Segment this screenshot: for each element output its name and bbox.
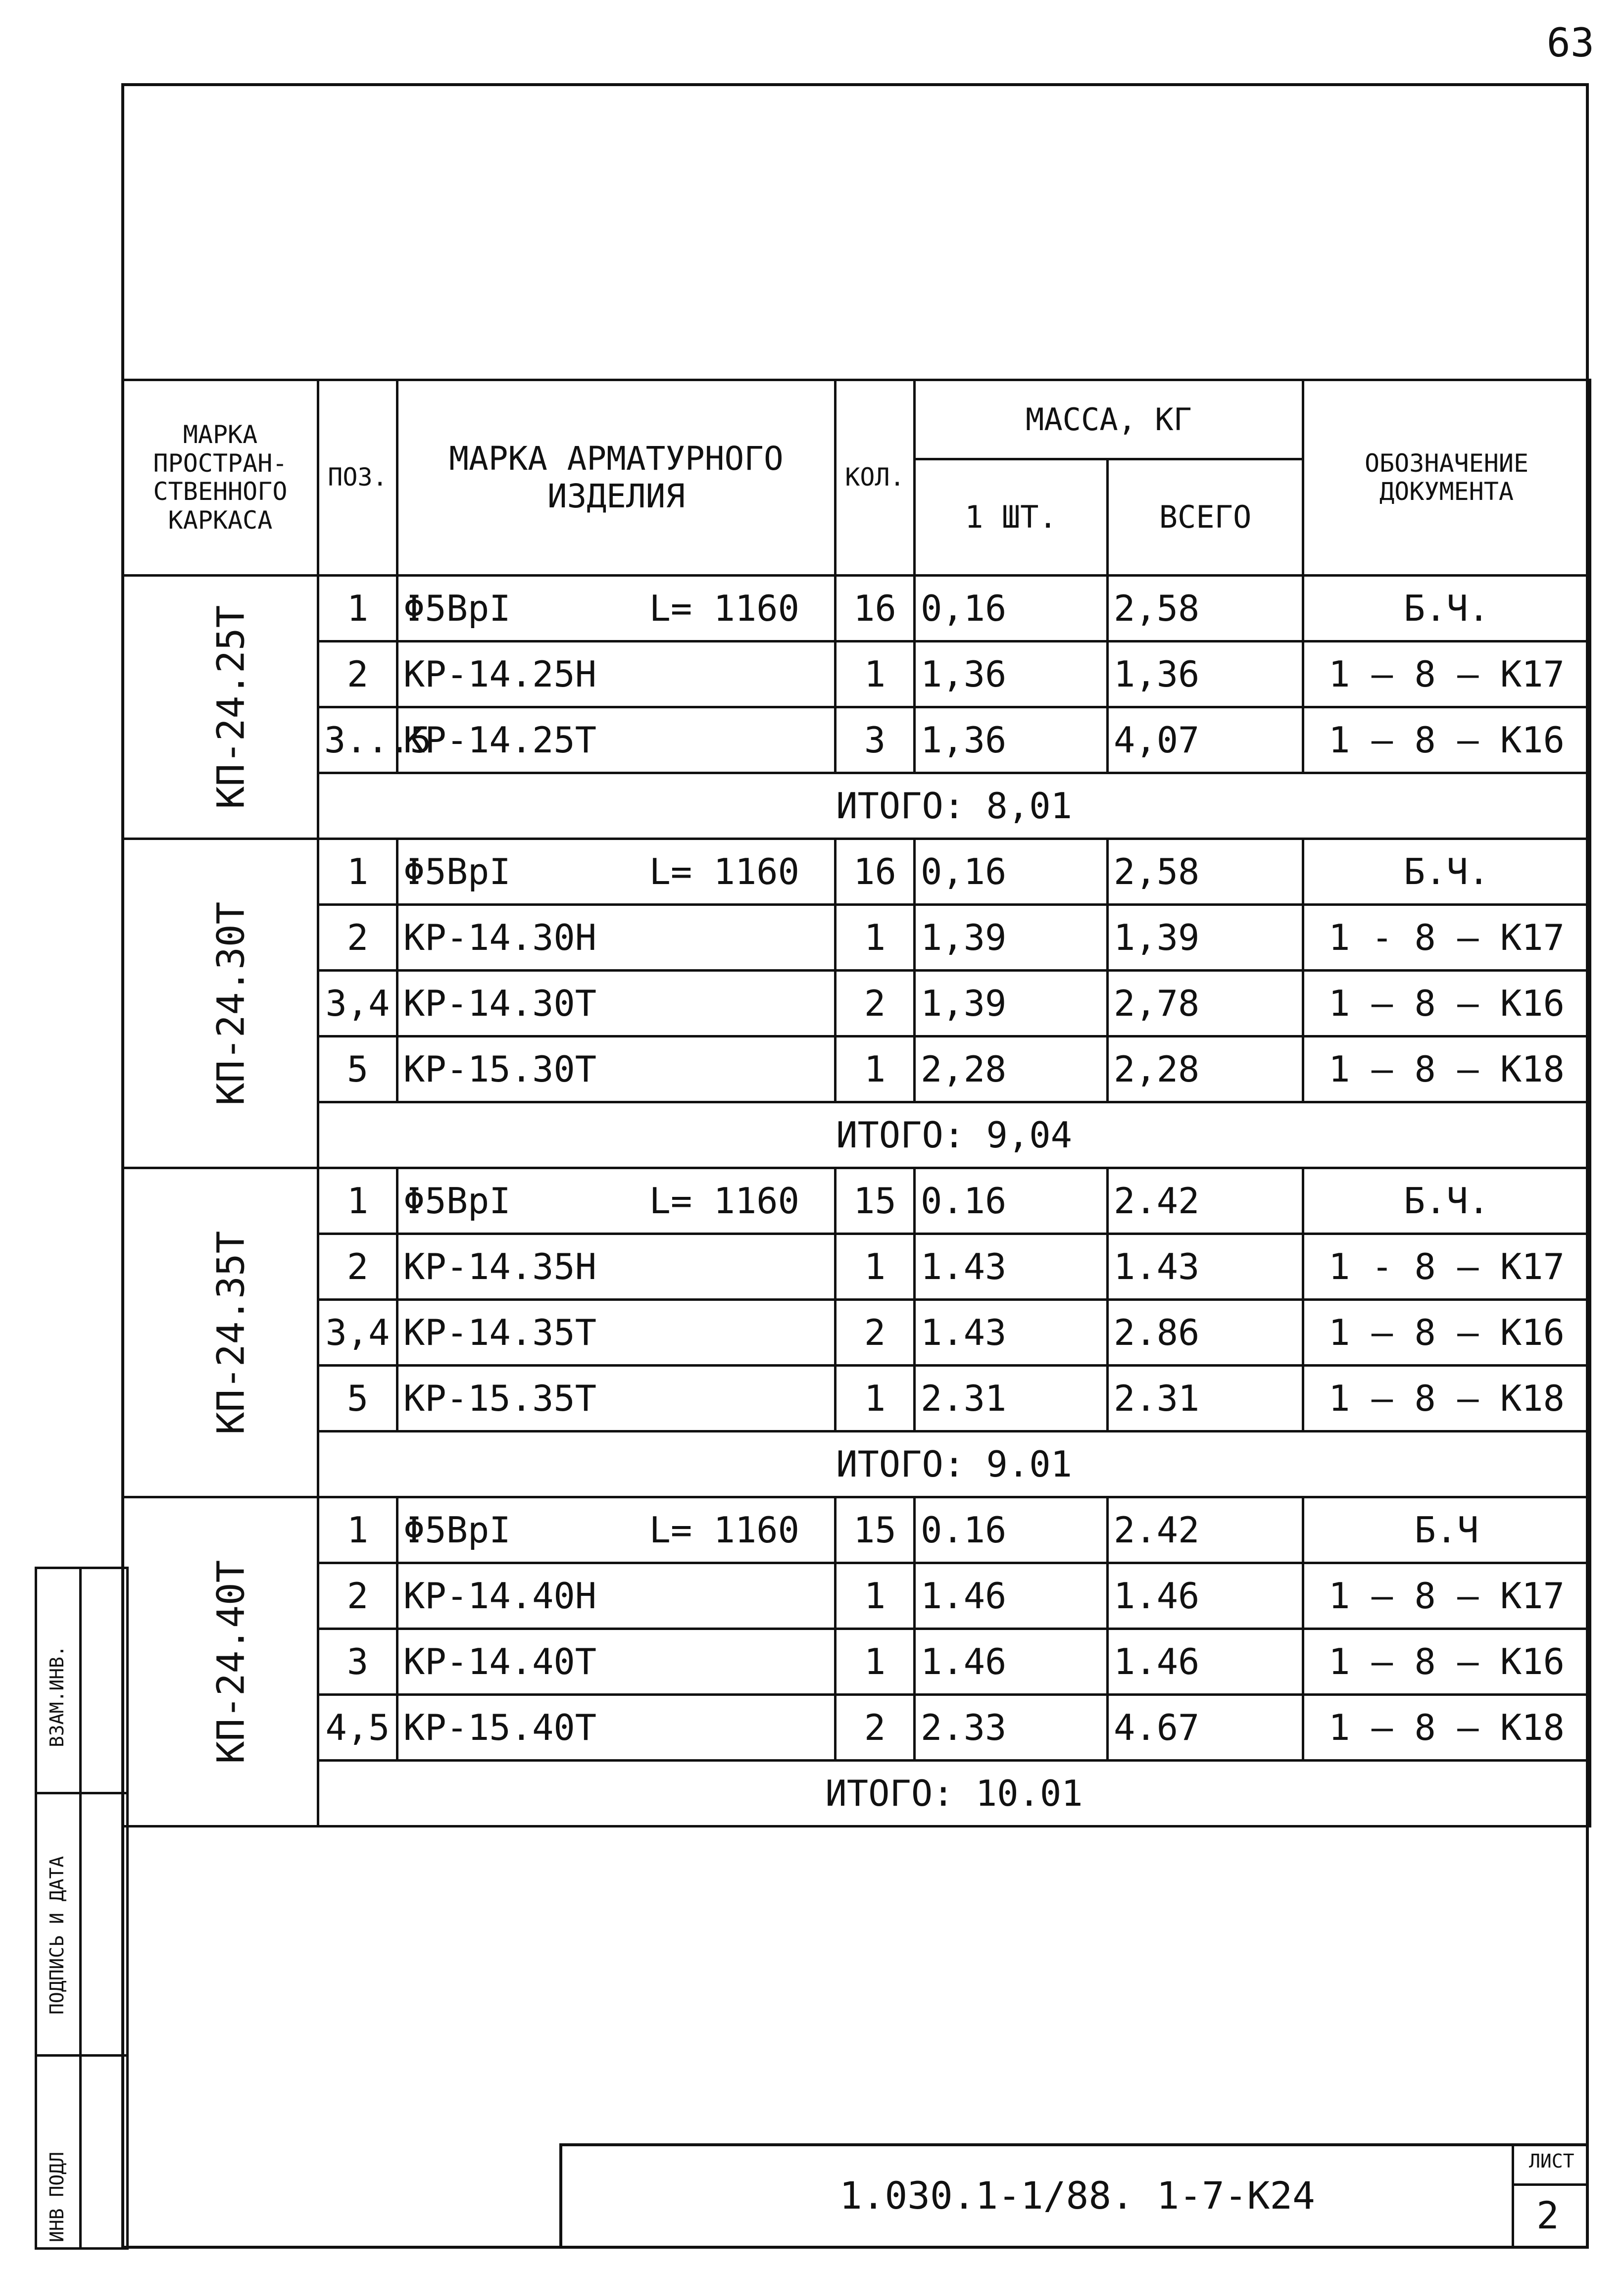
item-mark-cell bbox=[397, 576, 836, 642]
table-row bbox=[123, 1366, 1590, 1432]
item-mark-cell bbox=[397, 707, 836, 773]
position-cell: 4,5 bbox=[318, 1695, 397, 1761]
item-mark: КР-14.25Т bbox=[403, 719, 597, 761]
quantity-cell: 1 bbox=[836, 642, 915, 707]
item-mark: Φ5ВрI bbox=[403, 1509, 511, 1551]
position-cell: 1 bbox=[318, 576, 397, 642]
document-cell: Б.Ч. bbox=[1303, 576, 1590, 642]
document-cell: 1 — 8 — К16 bbox=[1303, 971, 1590, 1037]
position-cell: 1 bbox=[318, 1497, 397, 1563]
table-row bbox=[123, 1695, 1590, 1761]
position-cell: 2 bbox=[318, 1234, 397, 1300]
item-mark-wrap bbox=[403, 719, 829, 761]
mass-unit-cell: 0.16 bbox=[915, 1168, 1108, 1234]
mass-total-cell: 1,36 bbox=[1108, 642, 1303, 707]
item-mark: КР-14.30Н bbox=[403, 917, 597, 958]
header-massa: МАССА, КГ bbox=[915, 380, 1303, 459]
document-code: 1.030.1-1/88. 1-7-К24 bbox=[839, 2173, 1315, 2218]
position-cell: 2 bbox=[318, 1563, 397, 1629]
mass-total-cell: 2,28 bbox=[1108, 1037, 1303, 1102]
header-kol: КОЛ. bbox=[836, 380, 915, 576]
item-mark: КР-15.35Т bbox=[403, 1378, 597, 1419]
table-row bbox=[123, 1234, 1590, 1300]
specification-table bbox=[121, 379, 1591, 1827]
item-mark-cell bbox=[397, 1497, 836, 1563]
header-marka-izdeliya: МАРКА АРМАТУРНОГО ИЗДЕЛИЯ bbox=[397, 380, 836, 576]
position-cell: 3...5 bbox=[318, 707, 397, 773]
table-row bbox=[123, 1300, 1590, 1366]
mass-unit-cell: 2,28 bbox=[915, 1037, 1108, 1102]
table-row bbox=[123, 1497, 1590, 1563]
quantity-cell: 1 bbox=[836, 1563, 915, 1629]
item-mark-wrap bbox=[403, 1509, 829, 1551]
item-mark-wrap bbox=[403, 1575, 829, 1617]
total-cell: ИТОГО: 9,04 bbox=[318, 1102, 1590, 1168]
side-label-vzam-inv: ВЗАМ.ИНВ. bbox=[46, 1645, 68, 1747]
mass-total-cell: 4.67 bbox=[1108, 1695, 1303, 1761]
header-poz: ПОЗ. bbox=[318, 380, 397, 576]
table-row bbox=[123, 1168, 1590, 1234]
quantity-cell: 2 bbox=[836, 971, 915, 1037]
document-cell: 1 — 8 — К18 bbox=[1303, 1695, 1590, 1761]
item-mark: Φ5ВрI bbox=[403, 851, 511, 892]
item-mark: КР-14.35Т bbox=[403, 1312, 597, 1353]
item-mark: КР-14.40Н bbox=[403, 1575, 597, 1617]
mass-total-cell: 2,78 bbox=[1108, 971, 1303, 1037]
total-cell: ИТОГО: 10.01 bbox=[318, 1761, 1590, 1827]
quantity-cell: 1 bbox=[836, 1366, 915, 1432]
frame-mark: КП-24.25Т bbox=[208, 605, 253, 809]
mass-unit-cell: 2.33 bbox=[915, 1695, 1108, 1761]
mass-unit-cell: 1,39 bbox=[915, 971, 1108, 1037]
total-row bbox=[123, 1102, 1590, 1168]
table-row bbox=[123, 971, 1590, 1037]
item-mark-wrap bbox=[403, 1048, 829, 1090]
quantity-cell: 15 bbox=[836, 1497, 915, 1563]
header-vsego: ВСЕГО bbox=[1108, 459, 1303, 576]
document-cell: 1 — 8 — К18 bbox=[1303, 1037, 1590, 1102]
mass-total-cell: 2.42 bbox=[1108, 1168, 1303, 1234]
mass-unit-cell: 1.43 bbox=[915, 1234, 1108, 1300]
item-mark-cell bbox=[397, 642, 836, 707]
title-block bbox=[559, 2143, 1589, 2249]
quantity-cell: 1 bbox=[836, 1234, 915, 1300]
frame-mark: КП-24.40Т bbox=[208, 1560, 253, 1764]
item-mark-wrap bbox=[403, 588, 829, 629]
table-row bbox=[123, 642, 1590, 707]
position-cell: 3,4 bbox=[318, 971, 397, 1037]
item-mark: КР-14.30Т bbox=[403, 983, 597, 1024]
item-length: L= 1160 bbox=[649, 851, 799, 892]
position-cell: 2 bbox=[318, 642, 397, 707]
mass-total-cell: 1.46 bbox=[1108, 1629, 1303, 1695]
mass-total-cell: 4,07 bbox=[1108, 707, 1303, 773]
document-cell: 1 — 8 — К17 bbox=[1303, 642, 1590, 707]
frame-mark-cell bbox=[123, 576, 318, 839]
mass-total-cell: 1.43 bbox=[1108, 1234, 1303, 1300]
side-label-inv-podl: ИНВ ПОДЛ bbox=[46, 2151, 68, 2242]
quantity-cell: 15 bbox=[836, 1168, 915, 1234]
table-row bbox=[123, 839, 1590, 905]
quantity-cell: 2 bbox=[836, 1695, 915, 1761]
item-mark-wrap bbox=[403, 1641, 829, 1682]
mass-total-cell: 2.31 bbox=[1108, 1366, 1303, 1432]
frame-mark: КП-24.35Т bbox=[208, 1231, 253, 1434]
table-row bbox=[123, 576, 1590, 642]
frame-mark-cell bbox=[123, 1168, 318, 1497]
header-marka-karkasa: МАРКА ПРОСТРАН-СТВЕННОГО КАРКАСА bbox=[123, 380, 318, 576]
item-mark: Φ5ВрI bbox=[403, 588, 511, 629]
item-mark-cell bbox=[397, 1366, 836, 1432]
frame-mark: КП-24.30Т bbox=[208, 901, 253, 1105]
item-length: L= 1160 bbox=[649, 588, 799, 629]
position-cell: 1 bbox=[318, 1168, 397, 1234]
item-mark-cell bbox=[397, 1037, 836, 1102]
item-mark-wrap bbox=[403, 1378, 829, 1419]
mass-unit-cell: 1.46 bbox=[915, 1629, 1108, 1695]
document-cell: 1 — 8 — К16 bbox=[1303, 1300, 1590, 1366]
mass-unit-cell: 1.46 bbox=[915, 1563, 1108, 1629]
item-length: L= 1160 bbox=[649, 1509, 799, 1551]
item-mark: КР-14.35Н bbox=[403, 1246, 597, 1287]
document-cell: 1 — 8 — К16 bbox=[1303, 1629, 1590, 1695]
document-cell: 1 — 8 — К16 bbox=[1303, 707, 1590, 773]
quantity-cell: 1 bbox=[836, 905, 915, 971]
sheet-cell bbox=[1512, 2146, 1586, 2246]
document-cell: 1 - 8 — К17 bbox=[1303, 905, 1590, 971]
item-mark-cell bbox=[397, 1168, 836, 1234]
page-number: 63 bbox=[1546, 20, 1594, 66]
mass-unit-cell: 0,16 bbox=[915, 576, 1108, 642]
header-1-sht: 1 ШТ. bbox=[915, 459, 1108, 576]
mass-unit-cell: 1,36 bbox=[915, 642, 1108, 707]
frame-mark-cell bbox=[123, 1497, 318, 1827]
item-mark-wrap bbox=[403, 1312, 829, 1353]
item-mark-wrap bbox=[403, 917, 829, 958]
table-row bbox=[123, 707, 1590, 773]
mass-total-cell: 2.42 bbox=[1108, 1497, 1303, 1563]
item-mark-wrap bbox=[403, 1246, 829, 1287]
item-mark: КР-14.40Т bbox=[403, 1641, 597, 1682]
position-cell: 5 bbox=[318, 1366, 397, 1432]
sheet-divider bbox=[1514, 2183, 1586, 2186]
total-row bbox=[123, 1761, 1590, 1827]
quantity-cell: 3 bbox=[836, 707, 915, 773]
mass-unit-cell: 0.16 bbox=[915, 1497, 1108, 1563]
table-row bbox=[123, 1629, 1590, 1695]
mass-total-cell: 1,39 bbox=[1108, 905, 1303, 971]
quantity-cell: 2 bbox=[836, 1300, 915, 1366]
item-mark-wrap bbox=[403, 653, 829, 695]
mass-unit-cell: 1.43 bbox=[915, 1300, 1108, 1366]
position-cell: 5 bbox=[318, 1037, 397, 1102]
mass-unit-cell: 2.31 bbox=[915, 1366, 1108, 1432]
side-stamp-line bbox=[37, 1792, 126, 1794]
side-stamp-line bbox=[37, 2054, 126, 2057]
total-cell: ИТОГО: 9.01 bbox=[318, 1432, 1590, 1497]
header-oboznachenie: ОБОЗНАЧЕНИЕ ДОКУМЕНТА bbox=[1303, 380, 1590, 576]
document-cell: Б.Ч bbox=[1303, 1497, 1590, 1563]
mass-unit-cell: 0,16 bbox=[915, 839, 1108, 905]
item-mark-wrap bbox=[403, 1180, 829, 1222]
quantity-cell: 1 bbox=[836, 1629, 915, 1695]
item-mark-wrap bbox=[403, 983, 829, 1024]
item-mark-cell bbox=[397, 839, 836, 905]
sheet-label: ЛИСТ bbox=[1529, 2150, 1575, 2172]
item-mark-cell bbox=[397, 971, 836, 1037]
position-cell: 2 bbox=[318, 905, 397, 971]
item-mark-cell bbox=[397, 1300, 836, 1366]
mass-total-cell: 2,58 bbox=[1108, 576, 1303, 642]
document-cell: Б.Ч. bbox=[1303, 1168, 1590, 1234]
document-cell: 1 — 8 — К17 bbox=[1303, 1563, 1590, 1629]
side-stamp bbox=[35, 1567, 129, 2250]
document-cell: 1 - 8 — К17 bbox=[1303, 1234, 1590, 1300]
mass-total-cell: 2,58 bbox=[1108, 839, 1303, 905]
total-row bbox=[123, 773, 1590, 839]
item-mark-cell bbox=[397, 1563, 836, 1629]
side-label-podpis-data: ПОДПИСЬ И ДАТА bbox=[46, 1856, 68, 2015]
position-cell: 3,4 bbox=[318, 1300, 397, 1366]
item-mark: КР-14.25Н bbox=[403, 653, 597, 695]
total-row bbox=[123, 1432, 1590, 1497]
document-cell: Б.Ч. bbox=[1303, 839, 1590, 905]
document-cell: 1 — 8 — К18 bbox=[1303, 1366, 1590, 1432]
quantity-cell: 16 bbox=[836, 839, 915, 905]
item-mark-cell bbox=[397, 905, 836, 971]
table-row bbox=[123, 905, 1590, 971]
mass-total-cell: 1.46 bbox=[1108, 1563, 1303, 1629]
item-mark: КР-15.40Т bbox=[403, 1707, 597, 1748]
total-cell: ИТОГО: 8,01 bbox=[318, 773, 1590, 839]
item-mark: Φ5ВрI bbox=[403, 1180, 511, 1222]
table-row bbox=[123, 1037, 1590, 1102]
side-stamp-divider bbox=[79, 1569, 82, 2247]
quantity-cell: 16 bbox=[836, 576, 915, 642]
item-mark-cell bbox=[397, 1629, 836, 1695]
frame-mark-cell bbox=[123, 839, 318, 1168]
position-cell: 1 bbox=[318, 839, 397, 905]
item-mark-wrap bbox=[403, 1707, 829, 1748]
item-mark-wrap bbox=[403, 851, 829, 892]
item-mark-cell bbox=[397, 1695, 836, 1761]
item-mark: КР-15.30Т bbox=[403, 1048, 597, 1090]
table-row bbox=[123, 1563, 1590, 1629]
item-mark-cell bbox=[397, 1234, 836, 1300]
quantity-cell: 1 bbox=[836, 1037, 915, 1102]
mass-unit-cell: 1,36 bbox=[915, 707, 1108, 773]
position-cell: 3 bbox=[318, 1629, 397, 1695]
item-length: L= 1160 bbox=[649, 1180, 799, 1222]
sheet-number: 2 bbox=[1536, 2193, 1559, 2237]
mass-unit-cell: 1,39 bbox=[915, 905, 1108, 971]
mass-total-cell: 2.86 bbox=[1108, 1300, 1303, 1366]
